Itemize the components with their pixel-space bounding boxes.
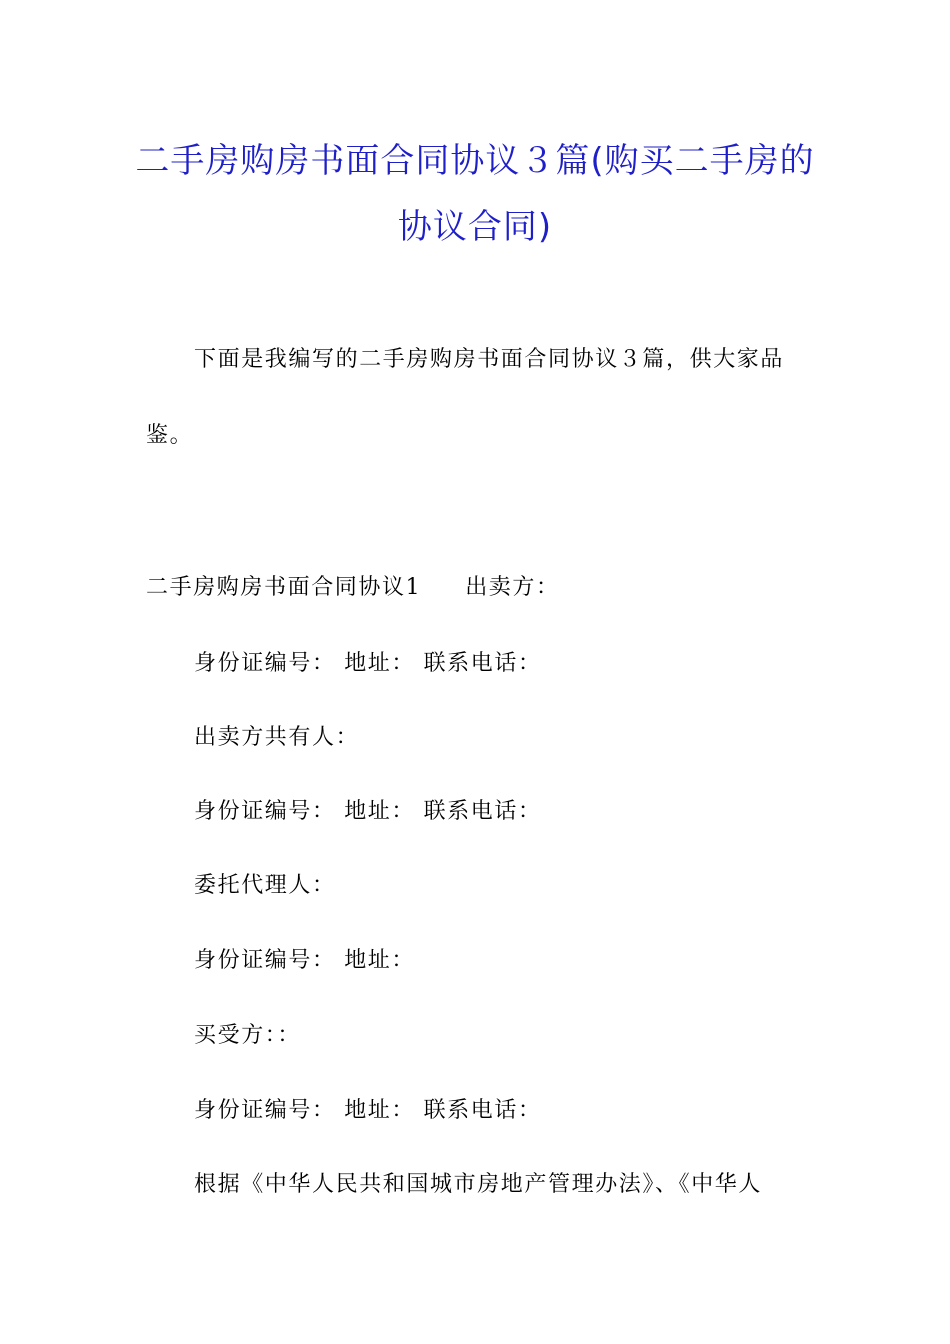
seller-id-line: 身份证编号： 地址： 联系电话： [194,651,542,676]
intro-paragraph: 下面是我编写的二手房购房书面合同协议３篇，供大家品鉴。 [146,347,785,448]
buyer-line: 买受方：： [194,1023,302,1048]
section-heading-line [146,570,560,601]
seller-label: 出卖方： [465,575,560,600]
agent-id-line: 身份证编号： 地址： [194,948,415,973]
law-basis-line: 根据《中华人民共和国城市房地产管理办法》、《中华人 [194,1172,763,1197]
co-owner-line: 出卖方共有人： [194,725,360,750]
section-heading: 二手房购房书面合同协议1 [146,575,422,600]
buyer-id-line: 身份证编号： 地址： 联系电话： [194,1098,542,1123]
agent-line: 委托代理人： [194,873,336,898]
co-owner-id-line: 身份证编号： 地址： 联系电话： [194,799,542,824]
document-title: 二手房购房书面合同协议３篇(购买二手房的协议合同) [135,141,815,247]
